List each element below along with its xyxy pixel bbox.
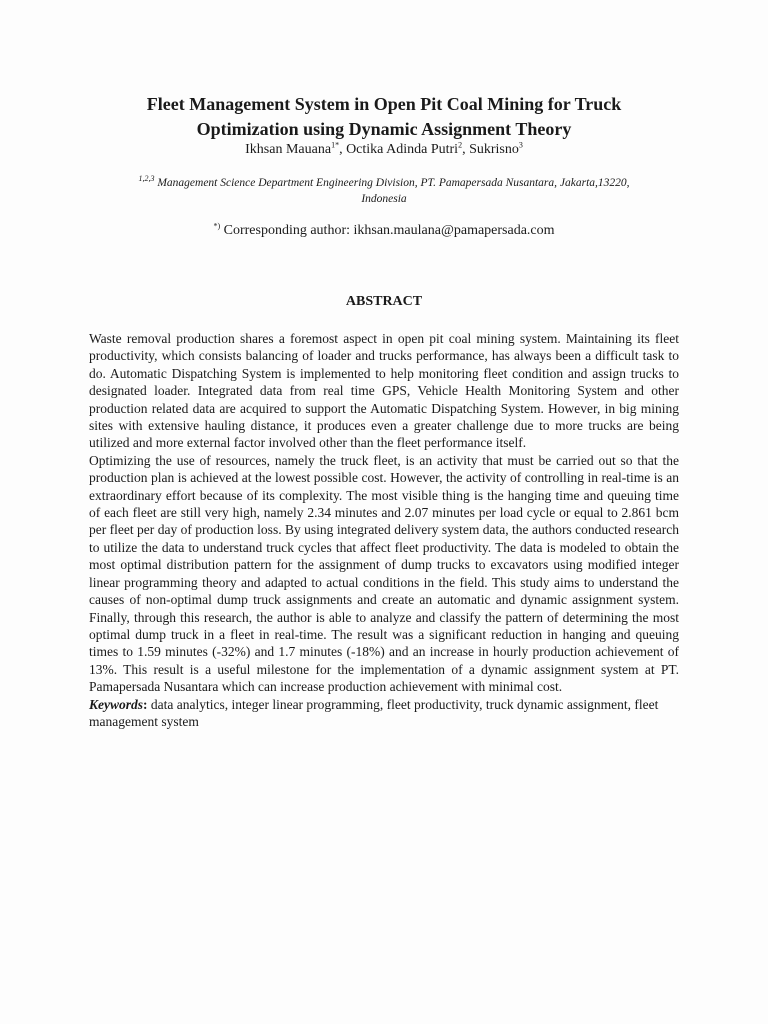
abstract-paragraph-2: Optimizing the use of resources, namely the truck fleet, is an activity that must be carried out so that the production plan is achieved at the lowest possible cost. However, the activity of controlling in real-time is an extraordinary effort because of its complexity. The most visible thing is the hanging time and queuing time of each fleet are still very high, namely 2.34 minutes and 2.07 minutes per load cycle or equal to 2.861 bcm per fleet per day of production loss. By using integrated delivery system data, the authors conducted research to utilize the data to understand truck cycles that affect fleet productivity. The data is modeled to obtain the most optimal distribution pattern for the assignment of dump trucks to excavators using modified integer linear programming theory and adapted to actual conditions in the field. This study aims to understand the causes of non-optimal dump truck assignments and create an automatic and dynamic assignment system. Finally, through this research, the author is able to analyze and classify the pattern of determining the most optimal dump truck in a fleet in real-time. The result was a significant reduction in hanging and queuing times to 1.59 minutes (-32%) and 1.7 minutes (-18%) and an increase in hourly production achievement of 13%. This result is a useful milestone for the implementation of a dynamic assignment system at PT. Pamapersada Nusantara which can increase production achievement with minimal cost.	[89, 452, 679, 695]
author-superscript: 1*	[331, 140, 340, 150]
keywords-label: Keywords	[89, 696, 143, 712]
title-line-2: Optimization using Dynamic Assignment Theory	[196, 119, 572, 139]
keywords	[89, 696, 679, 731]
affiliation-text: Management Science Department Engineering Division, PT. Pamapersada Nusantara, Jakarta,13220,	[154, 177, 630, 189]
author-separator: ,	[462, 142, 470, 157]
affiliation-line-2: Indonesia	[361, 193, 407, 205]
corresponding-superscript: *)	[213, 221, 221, 231]
abstract-paragraph-1: Waste removal production shares a foremost aspect in open pit coal mining system. Maintaining its fleet productivity, which consists balancing of loader and trucks performance, has always been a difficult task to do. Automatic Dispatching System is implemented to help monitoring fleet condition and assign trucks to designated loader. Integrated data from real time GPS, Vehicle Health Monitoring System and other production related data are acquired to support the Automatic Dispatching System. However, in big mining sites with extensive hauling distance, it produces even a greater challenge due to more trucks are being utilized and more external factor involved other than the fleet performance itself.	[89, 331, 679, 451]
paper-title	[60, 92, 708, 142]
keywords-colon: :	[143, 696, 148, 712]
author-separator: ,	[339, 142, 347, 157]
corresponding-text: Corresponding author: ikhsan.maulana@pamapersada.com	[220, 223, 555, 238]
title-line-1: Fleet Management System in Open Pit Coal Mining for Truck	[146, 94, 622, 114]
author-superscript: 3	[518, 140, 523, 150]
author-name: Sukrisno	[469, 142, 519, 157]
author-superscript: 2	[458, 140, 463, 150]
keywords-text: data analytics, integer linear programming, fleet productivity, truck dynamic assignment, fleet management system	[89, 696, 659, 729]
author-list	[60, 141, 708, 159]
affiliation-line-1	[110, 175, 658, 191]
affiliation-superscript: 1,2,3	[138, 174, 155, 184]
corresponding-author	[60, 222, 708, 240]
abstract-body	[89, 330, 679, 730]
author-name: Ikhsan Mauana	[245, 142, 332, 157]
abstract-heading: ABSTRACT	[345, 294, 423, 309]
author-name: Octika Adinda Putri	[346, 142, 459, 157]
affiliation	[110, 175, 658, 207]
